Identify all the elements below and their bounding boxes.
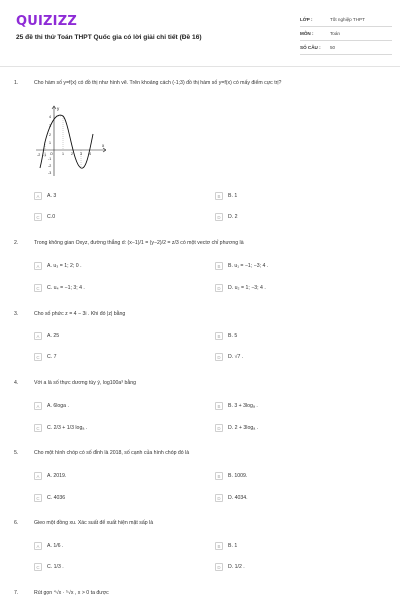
y-tick: 1 (49, 141, 51, 145)
y-label: y (57, 106, 60, 111)
meta-value: Tốt nghiệp THPT (330, 17, 365, 22)
option-letter: D (215, 353, 223, 361)
option-letter: B (215, 402, 223, 410)
option-letter: C (34, 284, 42, 292)
option-letter: D (215, 284, 223, 292)
option-d[interactable] (215, 284, 266, 292)
option-text: D. 2 (228, 214, 238, 220)
x-tick: O (50, 152, 53, 156)
option-c[interactable] (34, 353, 57, 361)
meta-row-class (300, 13, 392, 27)
option-text: B. 3 + 3logₐ . (228, 403, 258, 409)
option-letter: A (34, 542, 42, 550)
option-text: B. 1 (228, 193, 238, 199)
question-text: Cho hàm số y=f(x) có đồ thị như hình vẽ. Trên khoảng cách (-1;3) đồ thị hàm số y=f(x) có mấy điểm cực trị? (34, 80, 282, 86)
y-tick: -2 (48, 164, 52, 168)
option-text: A. u₃ = 1; 2; 0 . (47, 263, 82, 269)
option-letter: B (215, 192, 223, 200)
option-a[interactable] (34, 262, 82, 270)
option-text: D. u₂ = 1; −3; 4 . (228, 285, 266, 291)
option-b[interactable] (215, 332, 237, 340)
x-tick: 3 (80, 152, 82, 156)
option-letter: C (34, 213, 42, 221)
option-text: B. 1009. (228, 473, 248, 479)
option-letter: D (215, 494, 223, 502)
question-text: Trong không gian Oxyz, đường thẳng d: (x−1)/1 = (y−2)/2 = z/3 có một vectơ chỉ phương là (34, 240, 244, 246)
option-text: D. √7 . (228, 354, 244, 360)
option-letter: D (215, 563, 223, 571)
question-number: 2. (14, 240, 19, 246)
option-d[interactable] (215, 494, 248, 502)
meta-row-count (300, 41, 392, 55)
option-c[interactable] (34, 424, 87, 432)
option-letter: B (215, 262, 223, 270)
quizizz-logo: QUIZIZZ (16, 14, 77, 29)
option-c[interactable] (34, 284, 85, 292)
option-b[interactable] (215, 192, 237, 200)
x-label: x (102, 143, 105, 148)
x-tick: 1 (62, 152, 64, 156)
option-a[interactable] (34, 542, 63, 550)
option-text: A. 2019. (47, 473, 67, 479)
y-tick: -1 (48, 157, 52, 161)
option-text: D. 1/2 . (228, 564, 245, 570)
x-tick: 4 (89, 152, 91, 156)
header-divider (0, 66, 400, 67)
option-text: D. 4034. (228, 495, 248, 501)
y-tick: 2 (49, 133, 51, 137)
option-text: A. 25 (47, 333, 60, 339)
option-letter: A (34, 262, 42, 270)
x-tick: -1 (43, 153, 47, 157)
y-tick: -3 (48, 171, 52, 175)
option-letter: B (215, 542, 223, 550)
question-text: Gieo một đồng xu. Xác suất để xuất hiện mặt sấp là (34, 520, 154, 526)
option-letter: D (215, 213, 223, 221)
option-letter: A (34, 402, 42, 410)
option-text: C. 1/3 . (47, 564, 64, 570)
option-text: A. 6loga . (47, 403, 69, 409)
option-a[interactable] (34, 192, 56, 200)
option-letter: A (34, 192, 42, 200)
y-tick: 4 (49, 115, 51, 119)
option-text: C. 7 (47, 354, 57, 360)
option-a[interactable] (34, 402, 69, 410)
meta-label: SỐ CÂU : (300, 45, 321, 50)
meta-label: MÔN : (300, 31, 314, 36)
question-number: 6. (14, 520, 19, 526)
meta-label: LỚP : (300, 17, 313, 22)
option-letter: C (34, 494, 42, 502)
option-letter: B (215, 472, 223, 480)
worksheet-title: 25 đề thi thử Toán THPT Quốc gia có lời giải chi tiết (Đề 16) (16, 34, 202, 41)
option-c[interactable] (34, 563, 64, 571)
option-b[interactable] (215, 472, 247, 480)
question-text: Cho một hình chóp có số đỉnh là 2018, số cạnh của hình chóp đó là (34, 450, 190, 456)
meta-row-subject (300, 27, 392, 41)
option-text: D. 2 + 3logₐ . (228, 425, 259, 431)
option-letter: C (34, 353, 42, 361)
option-letter: B (215, 332, 223, 340)
option-letter: C (34, 563, 42, 571)
meta-value: Toán (330, 31, 340, 36)
x-tick: -2 (37, 153, 41, 157)
option-d[interactable] (215, 213, 238, 221)
question-number: 5. (14, 450, 19, 456)
option-a[interactable] (34, 472, 66, 480)
meta-value: 50 (330, 45, 336, 50)
function-graph (36, 104, 106, 176)
question-number: 1. (14, 80, 19, 86)
option-c[interactable] (34, 494, 65, 502)
option-letter: A (34, 332, 42, 340)
option-d[interactable] (215, 353, 243, 361)
option-text: B. u₁ = −1; −3; 4 . (228, 263, 269, 269)
question-text: Cho số phức z = 4 − 3i . Khi đó |z| bằng (34, 311, 126, 317)
option-text: C. 2/3 + 1/3 logₐ . (47, 425, 88, 431)
option-text: A. 3 (47, 193, 57, 199)
option-letter: C (34, 424, 42, 432)
option-d[interactable] (215, 424, 258, 432)
option-b[interactable] (215, 402, 258, 410)
option-letter: D (215, 424, 223, 432)
option-text: C. u₄ = −1; 3; 4 . (47, 285, 85, 291)
option-a[interactable] (34, 332, 59, 340)
option-text: B. 5 (228, 333, 238, 339)
question-text: Rút gọn ⁴√x · ⁵√x , x > 0 ta được (34, 590, 109, 596)
option-text: A. 1/6 . (47, 543, 64, 549)
option-text: B. 1 (228, 543, 238, 549)
option-text: C.0 (47, 214, 56, 220)
question-text: Với a là số thực dương tùy ý, log100a³ bằng (34, 380, 136, 386)
x-tick: 2 (71, 152, 73, 156)
question-number: 7. (14, 590, 19, 596)
question-number: 3. (14, 311, 19, 317)
option-text: C. 4036 (47, 495, 66, 501)
option-c[interactable] (34, 213, 55, 221)
option-b[interactable] (215, 262, 268, 270)
y-tick: 3 (49, 124, 51, 128)
option-b[interactable] (215, 542, 237, 550)
meta-panel (300, 13, 392, 55)
option-letter: A (34, 472, 42, 480)
question-number: 4. (14, 380, 19, 386)
option-d[interactable] (215, 563, 245, 571)
